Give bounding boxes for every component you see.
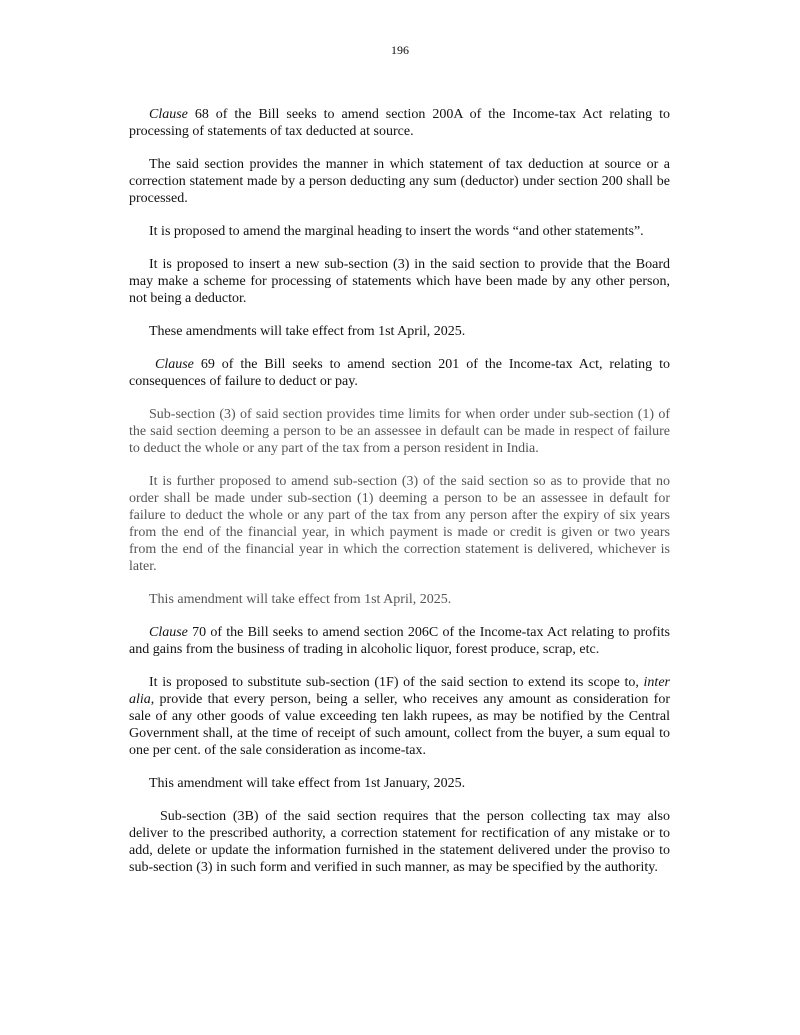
paragraph-subsection-3b: Sub-section (3B) of the said section requires that the person collecting tax may also deliver to the prescribed authority, a correction statement for rectification of any mistake or to add, delete or update the information furnished in the statement delivered under the proviso to sub-section (3) in such form and verified in such manner, as may be specified by the authority.: [129, 809, 670, 875]
paragraph-subsection-3-time-limits: Sub-section (3) of said section provides time limits for when order under sub-section (1) of the said section deeming a person to be an assessee in default can be made in respect of failure to deduct the whole or any part of the tax from a person resident in India.: [129, 407, 670, 456]
paragraph-new-subsection-3: It is proposed to insert a new sub-section (3) in the said section to provide that the Board may make a scheme for processing of statements which have been made by any other person, not being a deductor.: [129, 257, 670, 306]
paragraph-effective-date-3: This amendment will take effect from 1st January, 2025.: [149, 776, 466, 791]
paragraph-text: 70 of the Bill seeks to amend section 206C of the Income-tax Act relating to profits and gains from the business of trading in alcoholic liquor, forest produce, scrap, etc.: [129, 625, 670, 657]
page-number: 196: [391, 43, 409, 57]
paragraph-effective-date-1: These amendments will take effect from 1st April, 2025.: [149, 324, 466, 339]
clause-label: Clause: [149, 625, 188, 640]
paragraph-text-after: , provide that every person, being a seller, who receives any amount as consideration for sale of any other goods of value exceeding ten lakh rupees, as may be notified by the Central Government shall, at the time of receipt of such amount, collect from the buyer, a sum equal to one per cent. of the sale consideration as income-tax.: [129, 692, 670, 758]
paragraph-further-amendment: It is further proposed to amend sub-section (3) of the said section so as to provide that no order shall be made under sub-section (1) deeming a person to be an assessee in default for failure to deduct the whole or any part of the tax from any person after the expiry of six years from the end of the financial year, in which payment is made or credit is given or two years from the end of the financial year in which the correction statement is delivered, whichever is later.: [129, 474, 670, 574]
paragraph-text: 69 of the Bill seeks to amend section 201 of the Income-tax Act, relating to consequences of failure to deduct or pay.: [129, 357, 670, 389]
clause-label: Clause: [155, 357, 194, 372]
paragraph-text-before: It is proposed to substitute sub-section (1F) of the said section to extend its scope to,: [149, 675, 644, 690]
clause-label: Clause: [149, 107, 188, 122]
paragraph-marginal-heading: It is proposed to amend the marginal heading to insert the words “and other statements”.: [149, 224, 644, 239]
paragraph-effective-date-2: This amendment will take effect from 1st April, 2025.: [149, 592, 452, 607]
italic-phrase: inter alia: [129, 675, 670, 707]
document-body: [129, 106, 670, 892]
paragraph-subsection-1f: [129, 674, 670, 759]
paragraph-section-200a-description: The said section provides the manner in which statement of tax deduction at source or a correction statement made by a person deducting any sum (deductor) under section 200 shall be processed.: [129, 157, 670, 206]
paragraph-clause-69: [129, 356, 670, 390]
paragraph-clause-68: [129, 106, 670, 140]
paragraph-clause-70: [129, 624, 670, 658]
paragraph-text: 68 of the Bill seeks to amend section 200A of the Income-tax Act relating to processing of statements of tax deducted at source.: [129, 107, 670, 139]
